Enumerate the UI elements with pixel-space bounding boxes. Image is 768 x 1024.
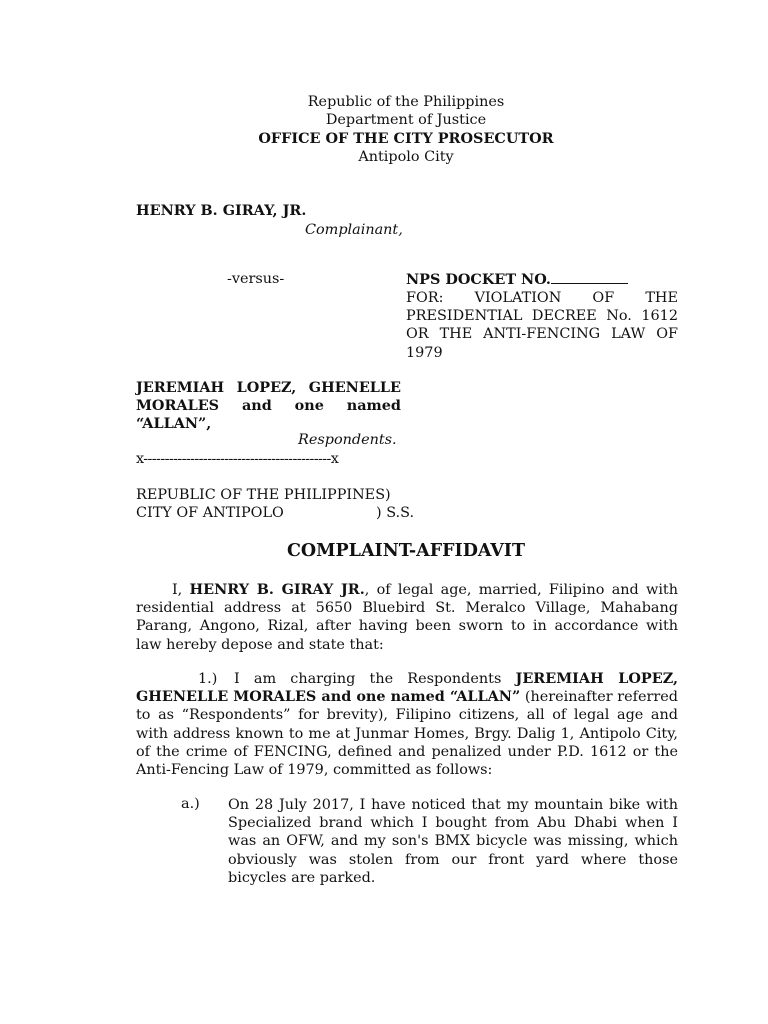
- item-1-paragraph: [136, 670, 678, 779]
- item-a-line: Specialized brand which I bought from Abu Dhabi when I: [228, 815, 678, 832]
- item-1-line: 1.) I am charging the Respondents JEREMIAH LOPEZ,: [198, 670, 678, 687]
- respondents-line: JEREMIAH LOPEZ, GHENELLE: [136, 379, 401, 396]
- item-a-label: a.): [181, 796, 200, 812]
- item-a-line: On 28 July 2017, I have noticed that my mountain bike with: [228, 797, 678, 813]
- complainant-role: Complainant,: [305, 222, 403, 238]
- item-1-line: of the crime of FENCING, defined and penalized under P.D. 1612 or the: [136, 743, 678, 760]
- docket-number: [406, 271, 628, 288]
- respondents-block: [136, 379, 401, 434]
- header-office: OFFICE OF THE CITY PROSECUTOR: [258, 130, 554, 147]
- item-1-line: with address known to me at Junmar Homes, Brgy. Dalig 1, Antipolo City,: [136, 725, 678, 742]
- caption-separator: x--------------------------------------------x: [136, 451, 339, 467]
- item-a-paragraph: [228, 796, 678, 887]
- venue-city: CITY OF ANTIPOLO: [136, 505, 284, 521]
- venue-ss: ) S.S.: [376, 505, 415, 521]
- item-a-line: bicycles are parked.: [228, 869, 376, 886]
- item-a-line: obviously was stolen from our front yard where those: [228, 851, 678, 868]
- item-1-line: to as “Respondents” for brevity), Filipino citizens, all of legal age and: [136, 707, 678, 724]
- intro-line: residential address at 5650 Bluebird St. Meralco Village, Mahabang: [136, 600, 678, 617]
- intro-line: I, HENRY B. GIRAY JR., of legal age, married, Filipino and with: [172, 581, 678, 598]
- header-department: Department of Justice: [325, 112, 487, 128]
- docket-for-line: 1979: [406, 344, 443, 361]
- docket-for-line: OR THE ANTI-FENCING LAW OF: [406, 326, 678, 343]
- complainant-name: HENRY B. GIRAY, JR.: [136, 202, 307, 219]
- document-title: COMPLAINT-AFFIDAVIT: [286, 541, 526, 561]
- item-1-number: 1.): [198, 671, 218, 687]
- intro-paragraph: [136, 581, 678, 654]
- respondents-role: Respondents.: [298, 432, 397, 448]
- item-a-line: was an OFW, and my son's BMX bicycle was missing, which: [228, 833, 678, 850]
- docket-for-block: [406, 289, 678, 362]
- versus-label: -versus-: [227, 271, 285, 287]
- docket-for-line: PRESIDENTIAL DECREE No. 1612: [406, 308, 678, 325]
- respondents-line: MORALES and one named: [136, 397, 401, 415]
- docket-label: NPS DOCKET NO.: [406, 271, 551, 288]
- intro-line: law hereby depose and state that:: [136, 636, 384, 653]
- item-1-line: GHENELLE MORALES and one named “ALLAN” (hereinafter referred: [136, 688, 678, 706]
- item-1-line: Anti-Fencing Law of 1979, committed as follows:: [136, 761, 493, 778]
- header-republic: Republic of the Philippines: [307, 94, 505, 110]
- docket-for-line: FOR: VIOLATION OF THE: [406, 290, 678, 306]
- header-city: Antipolo City: [358, 149, 454, 165]
- venue-republic: REPUBLIC OF THE PHILIPPINES): [136, 487, 391, 503]
- respondents-line: “ALLAN”,: [136, 415, 212, 433]
- intro-line: Parang, Angono, Rizal, after having been sworn to in accordance with: [136, 618, 678, 635]
- docket-blank: [551, 271, 628, 284]
